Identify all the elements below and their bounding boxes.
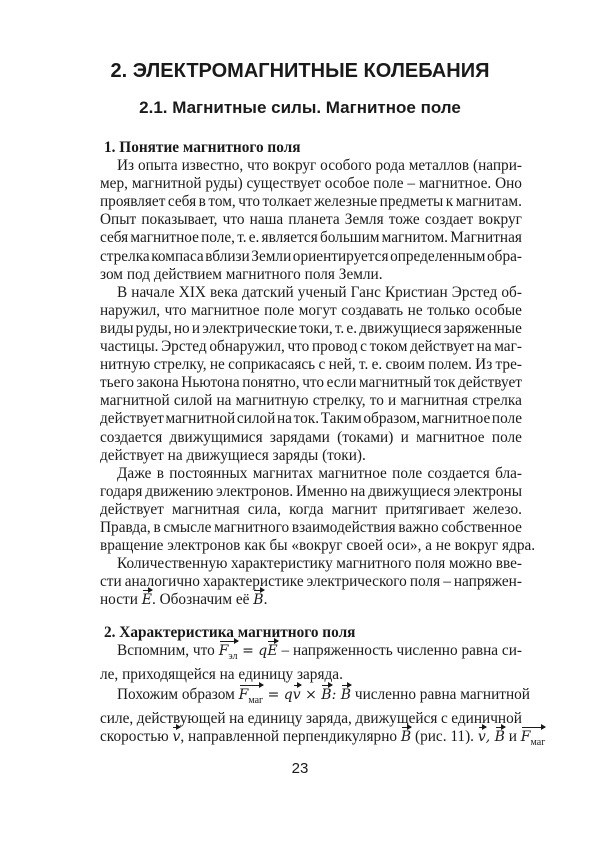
word: датский bbox=[242, 283, 294, 301]
subsection-heading: 1. Понятие магнитного поля bbox=[104, 139, 301, 156]
subsection-heading: 2. Характеристика магнитного поля bbox=[104, 624, 356, 641]
word: в bbox=[198, 193, 206, 211]
word: ток bbox=[433, 374, 456, 392]
text-line bbox=[100, 356, 522, 374]
word: к bbox=[445, 193, 454, 211]
word: магнитное bbox=[318, 464, 387, 482]
word: с bbox=[440, 709, 448, 727]
text-line bbox=[100, 483, 522, 501]
word: руды) bbox=[205, 175, 243, 193]
vector-subscript: маг bbox=[248, 694, 264, 706]
text-segment: (рис. 11). bbox=[411, 728, 478, 746]
math-text: : bbox=[331, 687, 341, 704]
word: виды bbox=[100, 319, 134, 337]
word: сти bbox=[100, 573, 122, 591]
text-line bbox=[100, 211, 522, 229]
text-line bbox=[100, 410, 522, 428]
vector-symbol bbox=[321, 686, 331, 710]
word: определенным bbox=[390, 247, 486, 265]
word: силе, bbox=[100, 709, 134, 727]
word: ток. bbox=[293, 410, 320, 428]
word: Именно bbox=[296, 482, 348, 500]
word: проявляет bbox=[100, 193, 166, 211]
word: века bbox=[210, 283, 238, 301]
word: ней, bbox=[328, 356, 356, 374]
word: что bbox=[247, 157, 269, 175]
word: сила, bbox=[247, 500, 281, 518]
word: и bbox=[388, 392, 397, 410]
text-segment: вращение электронов как бы «вокруг своей оси», а не вокруг ядра. bbox=[100, 537, 536, 555]
word: вокруг bbox=[272, 157, 317, 175]
vector-letter: v bbox=[477, 729, 486, 746]
text-segment: зом под действием магнитного поля Земли. bbox=[100, 265, 383, 283]
word: когда bbox=[289, 500, 324, 518]
vector-letter: v bbox=[292, 687, 301, 704]
word: характеристику bbox=[230, 555, 333, 573]
text-line bbox=[100, 374, 522, 392]
word: на bbox=[350, 482, 366, 500]
vector-letter: B bbox=[494, 729, 505, 746]
vector-letter: B bbox=[340, 687, 352, 704]
vector-letter: F bbox=[238, 687, 249, 704]
word: собственное bbox=[441, 518, 522, 536]
word: можно bbox=[448, 555, 493, 573]
word: является bbox=[261, 229, 318, 247]
word: что bbox=[222, 211, 245, 229]
word: предметы bbox=[379, 193, 444, 211]
vector-symbol bbox=[253, 591, 263, 609]
word: заряженные bbox=[443, 319, 522, 337]
word: провод bbox=[311, 338, 358, 356]
word: магнитной bbox=[131, 175, 202, 193]
word: Ньютона bbox=[181, 374, 240, 392]
word: показывает, bbox=[141, 211, 218, 229]
word: начале bbox=[131, 283, 175, 301]
word: е. bbox=[346, 319, 358, 337]
word: частицы. bbox=[100, 338, 159, 356]
math-text: = q bbox=[263, 687, 293, 704]
word: соприкасаясь bbox=[228, 356, 316, 374]
word: наружил, bbox=[100, 301, 161, 319]
word: магнитах bbox=[252, 464, 314, 482]
word: тре- bbox=[495, 356, 522, 374]
word: тьего bbox=[100, 374, 134, 392]
word: магнитом. bbox=[381, 229, 448, 247]
vector-symbol bbox=[172, 728, 180, 752]
vector-symbol bbox=[142, 591, 152, 609]
word: опыта bbox=[137, 157, 178, 175]
word: то bbox=[369, 392, 384, 410]
word: годаря bbox=[100, 482, 143, 500]
word: заряда, bbox=[305, 709, 352, 727]
word: вве- bbox=[495, 555, 522, 573]
word: магнитное bbox=[416, 428, 485, 446]
vector-subscript: маг bbox=[530, 736, 546, 748]
text-line bbox=[100, 710, 522, 728]
word: себя bbox=[167, 193, 197, 211]
vector-symbol bbox=[293, 686, 301, 710]
text-line bbox=[100, 573, 522, 591]
word: что bbox=[302, 374, 325, 392]
word: магнит bbox=[331, 500, 378, 518]
word: Земли bbox=[251, 247, 292, 265]
word: силой bbox=[236, 410, 276, 428]
word: Из bbox=[117, 157, 135, 175]
text-line bbox=[100, 591, 522, 609]
word: что bbox=[287, 338, 310, 356]
word: не bbox=[209, 356, 225, 374]
word: Эрстед bbox=[451, 283, 498, 301]
word: действует bbox=[100, 410, 164, 428]
text-segment: Вспомним, что bbox=[117, 642, 219, 660]
word: Даже bbox=[117, 464, 152, 482]
word: с bbox=[360, 338, 367, 356]
word: на bbox=[476, 338, 492, 356]
word: магнитную bbox=[235, 392, 309, 410]
word: Опыт bbox=[100, 211, 137, 229]
word: движущиеся bbox=[368, 482, 451, 500]
word: движению bbox=[145, 482, 214, 500]
word: зарядами bbox=[269, 428, 330, 446]
word: своим bbox=[385, 356, 425, 374]
word: металлов bbox=[408, 157, 470, 175]
word: магнитного bbox=[214, 518, 290, 536]
text-line bbox=[100, 429, 522, 447]
word: и bbox=[400, 428, 409, 446]
word: т. bbox=[237, 229, 247, 247]
word: планета bbox=[288, 211, 340, 229]
word: поле bbox=[264, 301, 295, 319]
text-line bbox=[100, 728, 546, 752]
word: могут bbox=[298, 301, 337, 319]
math-text: , bbox=[485, 729, 495, 746]
vector-symbol bbox=[219, 642, 238, 666]
text-line bbox=[100, 338, 522, 356]
word: магнитной bbox=[100, 392, 170, 410]
text-segment: ле, приходящейся на единицу заряда. bbox=[100, 665, 343, 683]
word: движущимися bbox=[169, 428, 263, 446]
subsection-magnetic-field-concept bbox=[100, 139, 536, 609]
word: единичной bbox=[451, 709, 522, 727]
word: мер, bbox=[100, 175, 128, 193]
text-segment: действует на движущиеся заряды (токи). bbox=[100, 446, 366, 464]
word: характеристике bbox=[202, 573, 304, 591]
word: электронов. bbox=[216, 482, 294, 500]
word: (токами) bbox=[337, 428, 394, 446]
word: поле bbox=[392, 464, 423, 482]
word: стрелка bbox=[472, 392, 522, 410]
word: обнаружил, bbox=[209, 338, 285, 356]
word: стрелку, bbox=[153, 356, 207, 374]
word: магнитная bbox=[400, 392, 469, 410]
word: и bbox=[191, 319, 201, 337]
word: нитную bbox=[100, 356, 151, 374]
math-text: × bbox=[300, 687, 322, 704]
word: образом, bbox=[363, 410, 421, 428]
vector-letter: E bbox=[141, 592, 152, 609]
word: только bbox=[427, 301, 471, 319]
word: силой bbox=[173, 392, 213, 410]
word: что bbox=[238, 193, 261, 211]
vector-symbol bbox=[495, 728, 505, 752]
word: на bbox=[216, 392, 232, 410]
word: в bbox=[153, 518, 161, 536]
word: т. bbox=[358, 356, 369, 374]
word: Кристиан bbox=[384, 283, 448, 301]
word: Магнитная bbox=[450, 229, 522, 247]
text-line bbox=[100, 465, 522, 483]
word: с bbox=[318, 356, 326, 374]
text-line bbox=[100, 302, 522, 320]
word: магнитам. bbox=[455, 193, 522, 211]
word: создается bbox=[427, 464, 490, 482]
word: Таким bbox=[320, 410, 362, 428]
word: постоянных bbox=[169, 464, 248, 482]
vector-symbol bbox=[239, 686, 264, 710]
word: создает bbox=[424, 211, 474, 229]
word: ученый bbox=[297, 283, 347, 301]
vector-letter: F bbox=[218, 643, 229, 660]
word: магнитной bbox=[165, 410, 236, 428]
word: создается bbox=[100, 428, 163, 446]
word: – bbox=[407, 175, 415, 193]
word: смысле bbox=[163, 518, 212, 536]
word: движущейся bbox=[355, 709, 438, 727]
page-number: 23 bbox=[291, 760, 309, 777]
word: железо. bbox=[472, 500, 522, 518]
text-line bbox=[100, 537, 536, 555]
word: особое bbox=[324, 175, 370, 193]
word: стрелку, bbox=[312, 392, 366, 410]
word: Ганс bbox=[350, 283, 381, 301]
word: создавать bbox=[341, 301, 404, 319]
word: том, bbox=[208, 193, 236, 211]
word: поле bbox=[373, 175, 404, 193]
vector-symbol bbox=[341, 686, 351, 710]
word: магнитная bbox=[171, 500, 240, 518]
word: толкает bbox=[262, 193, 312, 211]
word: поле bbox=[491, 410, 522, 428]
word: вблизи bbox=[205, 247, 250, 265]
word: понятно, bbox=[242, 374, 300, 392]
word: компаса bbox=[151, 247, 204, 265]
word: известно, bbox=[181, 157, 244, 175]
word: обра- bbox=[487, 247, 522, 265]
text-line bbox=[100, 320, 522, 338]
word: руды, bbox=[135, 319, 172, 337]
word: рода bbox=[375, 157, 405, 175]
word: напряжен- bbox=[453, 573, 522, 591]
word: железные bbox=[314, 193, 378, 211]
text-line bbox=[100, 555, 522, 573]
word: вокруг bbox=[478, 211, 522, 229]
text-line bbox=[100, 501, 522, 519]
word: электрические bbox=[202, 319, 297, 337]
word: бла- bbox=[495, 464, 522, 482]
vector-symbol bbox=[267, 642, 277, 666]
text-line bbox=[100, 157, 522, 175]
word: полем. bbox=[428, 356, 472, 374]
text-segment: численно равна магнитной bbox=[351, 686, 530, 704]
vector-symbol bbox=[401, 728, 411, 752]
word: действует bbox=[410, 338, 474, 356]
text-segment: скоростью bbox=[100, 728, 173, 746]
text-line bbox=[100, 686, 530, 710]
text-line bbox=[100, 248, 522, 266]
word: магнитное bbox=[421, 410, 491, 428]
word: особые bbox=[474, 301, 522, 319]
text-line bbox=[100, 447, 522, 465]
word: током bbox=[369, 338, 408, 356]
text-segment: – напряженность численно равна си- bbox=[277, 642, 522, 660]
math-text: = q bbox=[237, 643, 268, 660]
text-segment: . bbox=[263, 591, 268, 609]
text-segment: , направленной перпендикулярно bbox=[180, 728, 401, 746]
word: тоже bbox=[388, 211, 420, 229]
word: е. bbox=[248, 229, 260, 247]
word: наша bbox=[249, 211, 284, 229]
word: поле bbox=[491, 428, 522, 446]
word: аналогично bbox=[124, 573, 200, 591]
word: на bbox=[277, 410, 292, 428]
vector-symbol bbox=[521, 728, 546, 752]
word: действует bbox=[100, 500, 164, 518]
word: существует bbox=[246, 175, 321, 193]
vector-letter: B bbox=[321, 687, 332, 704]
text-line bbox=[100, 175, 522, 193]
word: электроны bbox=[453, 482, 522, 500]
text-line bbox=[100, 392, 522, 410]
word: – bbox=[443, 573, 451, 591]
text-line bbox=[100, 193, 522, 211]
word: себя bbox=[100, 229, 129, 247]
text-line bbox=[100, 519, 522, 537]
word: поля bbox=[414, 555, 446, 573]
text-segment: Похожим образом bbox=[117, 686, 239, 704]
vector-letter: F bbox=[520, 729, 531, 746]
word: магнитное bbox=[191, 301, 260, 319]
vector-letter: B bbox=[253, 592, 264, 609]
text-line bbox=[100, 284, 522, 302]
text-line bbox=[100, 266, 522, 284]
word: большим bbox=[319, 229, 380, 247]
word: об- bbox=[501, 283, 522, 301]
word: электрического bbox=[306, 573, 407, 591]
word: закона bbox=[136, 374, 179, 392]
word: Количественную bbox=[117, 555, 228, 573]
word: Оно bbox=[495, 175, 522, 193]
vector-letter: v bbox=[172, 729, 181, 746]
text-segment: и bbox=[504, 728, 521, 746]
word: (напри- bbox=[473, 157, 522, 175]
word: движущиеся bbox=[359, 319, 442, 337]
word: токи, bbox=[299, 319, 333, 337]
word: магнитного bbox=[336, 555, 412, 573]
vector-letter: E bbox=[267, 643, 278, 660]
word: в bbox=[156, 464, 164, 482]
text-line bbox=[100, 642, 522, 666]
word: действует bbox=[458, 374, 522, 392]
word: особого bbox=[320, 157, 372, 175]
text-line bbox=[100, 666, 522, 684]
word: важно bbox=[398, 518, 439, 536]
section-title: 2.1. Магнитные силы. Магнитное поле bbox=[139, 98, 461, 117]
word: Из bbox=[475, 356, 493, 374]
vector-symbol bbox=[478, 728, 486, 752]
word: ориентируется bbox=[292, 247, 389, 265]
word: е. bbox=[371, 356, 383, 374]
word: единицу bbox=[247, 709, 303, 727]
text-segment: ности bbox=[100, 591, 142, 609]
word: Эрстед bbox=[161, 338, 207, 356]
word: не bbox=[407, 301, 423, 319]
word: поля bbox=[409, 573, 441, 591]
word: В bbox=[117, 283, 128, 301]
word: стрелка bbox=[100, 247, 150, 265]
word: магнитное bbox=[130, 229, 199, 247]
text-segment: . Обозначим её bbox=[151, 591, 254, 609]
word: действующей bbox=[136, 709, 226, 727]
word: Земля bbox=[344, 211, 384, 229]
word: если bbox=[326, 374, 357, 392]
word: Правда, bbox=[100, 518, 151, 536]
word: что bbox=[164, 301, 187, 319]
word: поле, bbox=[201, 229, 235, 247]
word: магнитное. bbox=[418, 175, 492, 193]
word: XIX bbox=[178, 283, 206, 301]
vector-letter: B bbox=[400, 729, 412, 746]
word: т. bbox=[334, 319, 345, 337]
word: маг- bbox=[494, 338, 522, 356]
word: но bbox=[173, 319, 190, 337]
word: притягивает bbox=[385, 500, 465, 518]
vector-subscript: эл bbox=[228, 650, 238, 662]
text-line bbox=[100, 229, 522, 247]
word: магнитный bbox=[358, 374, 432, 392]
word: на bbox=[229, 709, 245, 727]
chapter-title: 2. ЭЛЕКТРОМАГНИТНЫЕ КОЛЕБАНИЯ bbox=[110, 60, 490, 82]
subsection-magnetic-field-characteristic bbox=[100, 624, 546, 752]
word: взаимодействия bbox=[291, 518, 396, 536]
